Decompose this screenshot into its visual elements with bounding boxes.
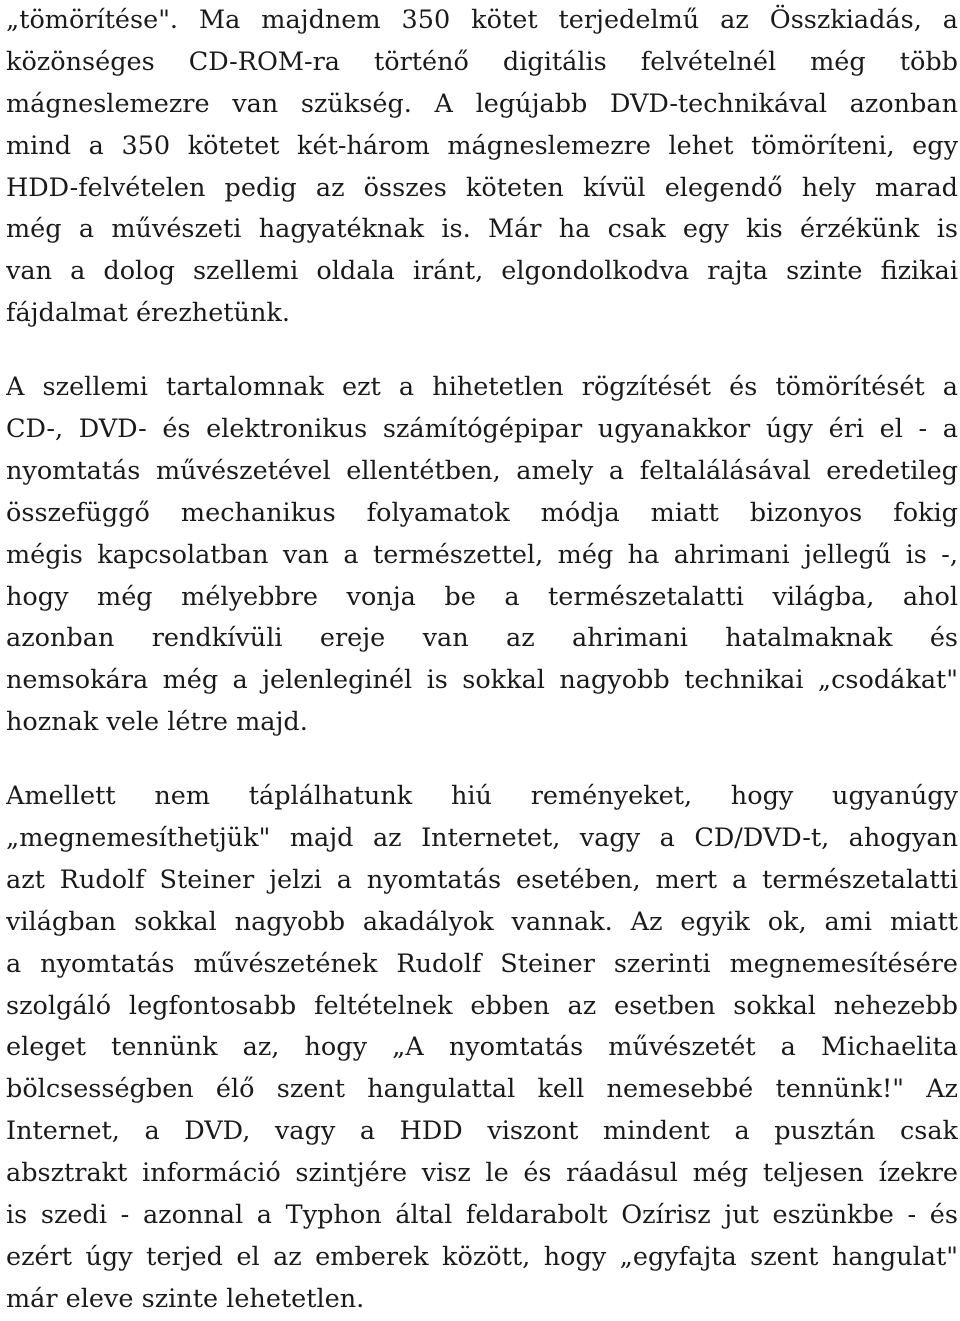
text-line: mágneslemezre van szükség. A legújabb DVD-technikával azonban (6, 88, 958, 119)
text-line: azonban rendkívüli ereje van az ahrimani hatalmaknak és (6, 623, 958, 654)
text-line: fájdalmat érezhetünk. (6, 298, 290, 329)
text-line: ezért úgy terjed el az emberek között, hogy „egyfajta szent hangulat" (6, 1241, 958, 1272)
text-line: eleget tennünk az, hogy „A nyomtatás művészetét a Michaelita (6, 1032, 958, 1063)
text-line: világban sokkal nagyobb akadályok vannak. Az egyik ok, ami miatt (6, 906, 958, 937)
text-line: szolgáló legfontosabb feltételnek ebben az esetben sokkal nehezebb (6, 990, 958, 1021)
text-line: „tömörítése". Ma majdnem 350 kötet terjedelmű az Összkiadás, a (6, 5, 958, 35)
text-line: Internet, a DVD, vagy a HDD viszont mindent a pusztán csak (6, 1116, 958, 1147)
text-line: A szellemi tartalomnak ezt a hihetetlen rögzítését és tömörítését a (6, 372, 958, 403)
text-line: van a dolog szellemi oldala iránt, elgondolkodva rajta szinte fizikai (6, 256, 958, 287)
text-line: mégis kapcsolatban van a természettel, még ha ahrimani jellegű is -, (6, 539, 958, 570)
paragraph-spacer (6, 335, 958, 367)
text-line: a nyomtatás művészetének Rudolf Steiner szerinti megnemesítésére (6, 948, 958, 979)
text-line: hogy még mélyebbre vonja be a természetalatti világba, ahol (6, 581, 958, 612)
text-line: hoznak vele létre majd. (6, 707, 308, 738)
paragraph-1 (6, 0, 958, 335)
text-line: már eleve szinte lehetetlen. (6, 1283, 365, 1314)
text-line: még a művészeti hagyatéknak is. Már ha csak egy kis érzékünk is (6, 214, 958, 245)
text-line: nyomtatás művészetével ellentétben, amely a feltalálásával eredetileg (6, 455, 958, 486)
text-line: Amellett nem táplálhatunk hiú reményeket, hogy ugyanúgy (6, 781, 958, 812)
text-line: közönséges CD-ROM-ra történő digitális felvételnél még több (6, 46, 958, 77)
text-line: azt Rudolf Steiner jelzi a nyomtatás esetében, mert a természetalatti (6, 864, 958, 895)
text-line: CD-, DVD- és elektronikus számítógépipar ugyanakkor úgy éri el - a (6, 414, 958, 445)
text-line: bölcsességben élő szent hangulattal kell nemesebbé tennünk!" Az (6, 1074, 958, 1105)
text-line: nemsokára még a jelenleginél is sokkal nagyobb technikai „csodákat" (6, 665, 958, 696)
paragraph-spacer (6, 744, 958, 776)
text-line: összefüggő mechanikus folyamatok módja miatt bizonyos fokig (6, 497, 958, 528)
paragraph-2 (6, 367, 958, 744)
text-line: „megnemesíthetjük" majd az Internetet, vagy a CD/DVD-t, ahogyan (6, 823, 958, 854)
text-line: is szedi - azonnal a Typhon által feldarabolt Ozírisz jut eszünkbe - és (6, 1200, 958, 1231)
paragraph-3 (6, 776, 958, 1321)
text-line: HDD-felvételen pedig az összes köteten kívül elegendő hely marad (6, 172, 958, 203)
text-line: absztrakt információ szintjére visz le és ráadásul még teljesen ízekre (6, 1158, 958, 1189)
text-line: mind a 350 kötetet két-három mágneslemezre lehet tömöríteni, egy (6, 130, 958, 161)
